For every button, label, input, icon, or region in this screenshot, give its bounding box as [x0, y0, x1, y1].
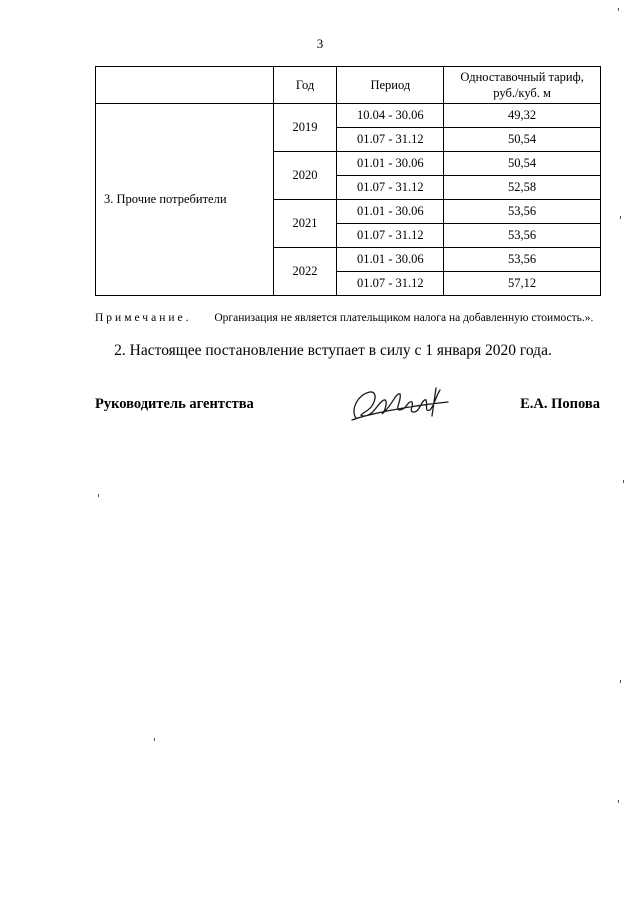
period-cell: 01.01 - 30.06	[337, 248, 444, 272]
scan-speck	[618, 8, 619, 11]
tariff-cell: 50,54	[444, 128, 601, 152]
tariff-cell: 53,56	[444, 248, 601, 272]
period-cell: 01.07 - 31.12	[337, 176, 444, 200]
year-cell: 2020	[273, 152, 337, 200]
period-cell: 01.07 - 31.12	[337, 272, 444, 296]
scan-speck	[620, 216, 621, 219]
signatory-role: Руководитель агентства	[95, 396, 254, 412]
handwritten-signature	[348, 380, 458, 428]
note-text: Организация не является плательщиком налога на добавленную стоимость.».	[214, 312, 594, 324]
tariff-cell: 53,56	[444, 224, 601, 248]
scan-speck	[98, 494, 99, 497]
tariff-cell: 53,56	[444, 200, 601, 224]
scan-speck	[154, 738, 155, 741]
year-cell: 2019	[273, 104, 337, 152]
table-row	[96, 104, 601, 128]
page-number: 3	[316, 36, 324, 51]
table-header-row	[96, 67, 601, 104]
scan-speck	[623, 480, 624, 483]
period-cell: 01.01 - 30.06	[337, 200, 444, 224]
header-consumer	[96, 67, 274, 104]
tariff-cell: 50,54	[444, 152, 601, 176]
header-period: Период	[337, 67, 444, 104]
header-tariff: Одноставочный тариф, руб./куб. м	[444, 67, 601, 104]
scan-speck	[620, 680, 621, 683]
period-cell: 01.01 - 30.06	[337, 152, 444, 176]
signatory-name: Е.А. Попова	[520, 396, 600, 412]
tariff-cell: 57,12	[444, 272, 601, 296]
year-cell: 2021	[273, 200, 337, 248]
note	[95, 312, 593, 324]
tariff-cell: 49,32	[444, 104, 601, 128]
tariff-table	[95, 66, 601, 296]
period-cell: 01.07 - 31.12	[337, 128, 444, 152]
note-label: Примечание.	[95, 312, 192, 324]
scan-speck	[618, 800, 619, 803]
period-cell: 10.04 - 30.06	[337, 104, 444, 128]
tariff-cell: 52,58	[444, 176, 601, 200]
effective-date-paragraph: 2. Настоящее постановление вступает в силу с 1 января 2020 года.	[114, 342, 552, 359]
header-year: Год	[273, 67, 337, 104]
period-cell: 01.07 - 31.12	[337, 224, 444, 248]
year-cell: 2022	[273, 248, 337, 296]
consumer-label: 3. Прочие потребители	[96, 104, 274, 296]
